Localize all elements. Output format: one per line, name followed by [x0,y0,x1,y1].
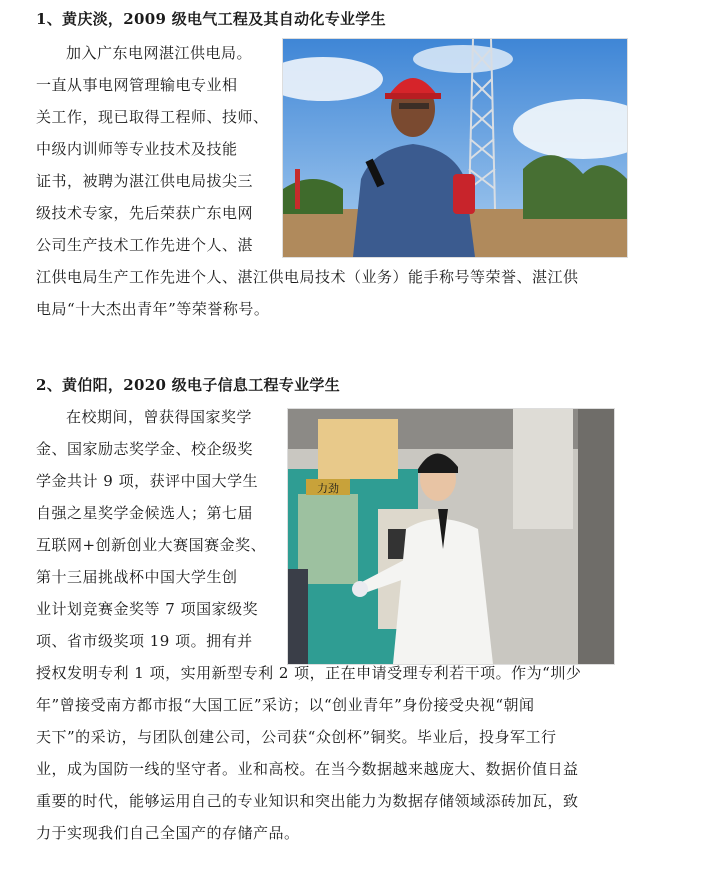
section2-line-4: 自强之星奖学金候选人；第七届 [36,504,254,522]
section1-line-5: 证书，被聘为湛江供电局拔尖三 [36,172,254,190]
section1-line-1: 加入广东电网湛江供电局。 [66,44,253,62]
section2-line-7: 业计划竞赛金奖等 7 项国家级奖 [36,600,259,618]
photo-lab-image [288,409,614,664]
section2-line-9: 授权发明专利 1 项，实用新型专利 2 项，正在申请受理专利若干项。作为“圳少 [36,664,582,682]
machine-label: 力劲 [317,483,339,495]
section2-line-11: 天下”的采访，与团队创建公司，公司获“众创杯”铜奖。毕业后，投身军工行 [36,728,557,746]
section2-line-3: 学金共计 9 项，获评中国大学生 [36,472,259,490]
section1-line-2: 一直从事电网管理输电专业相 [36,76,238,94]
photo-engineer [282,38,628,258]
photo-lab [287,408,615,665]
section2-line-2: 金、国家励志奖学金、校企级奖 [36,440,254,458]
section1-line-7: 公司生产技术工作先进个人、湛 [36,236,254,254]
section2-line-1: 在校期间，曾获得国家奖学 [66,408,253,426]
section1-line-4: 中级内训师等专业技术及技能 [36,140,238,158]
section1-line-8: 江供电局生产工作先进个人、湛江供电局技术（业务）能手称号等荣誉、湛江供 [36,268,579,286]
section2-line-6: 第十三届挑战杯中国大学生创 [36,568,238,586]
section2-line-8: 项、省市级奖项 19 项。拥有并 [36,632,253,650]
section1-line-9: 电局“十大杰出青年”等荣誉称号。 [36,300,270,318]
section2-heading: 2、黄伯阳，2020 级电子信息工程专业学生 [36,376,341,394]
section1-line-3: 关工作，现已取得工程师、技师、 [36,108,269,126]
section2-line-14: 力于实现我们自己全国产的存储产品。 [36,824,300,842]
section2-line-10: 年”曾接受南方都市报“大国工匠”采访；以“创业青年”身份接受央视“朝闻 [36,696,535,714]
photo-engineer-image [283,39,627,257]
section2-line-13: 重要的时代，能够运用自己的专业知识和突出能力为数据存储领域添砖加瓦，致 [36,792,579,810]
section2-line-12: 业，成为国防一线的坚守者。业和高校。在当今数据越来越庞大、数据价值日益 [36,760,579,778]
section1-line-6: 级技术专家，先后荣获广东电网 [36,204,254,222]
section1-heading: 1、黄庆淡，2009 级电气工程及其自动化专业学生 [36,10,386,28]
section2-line-5: 互联网+创新创业大赛国赛金奖、 [36,536,267,554]
